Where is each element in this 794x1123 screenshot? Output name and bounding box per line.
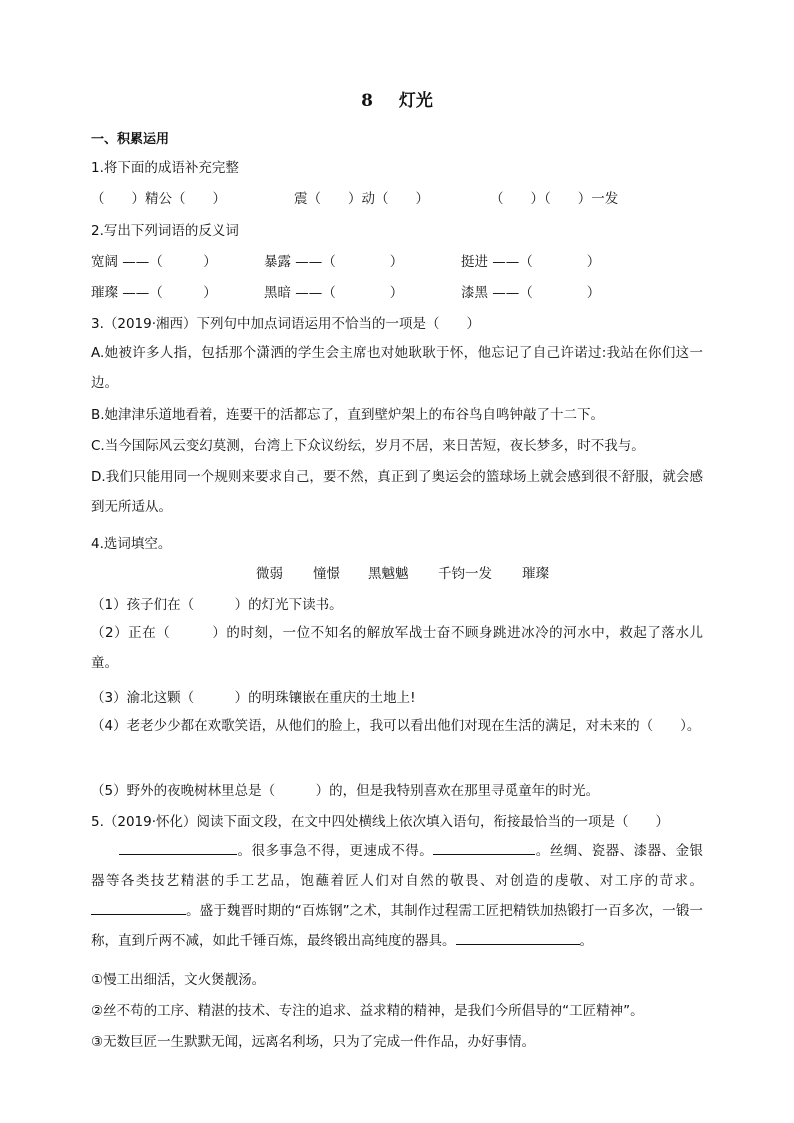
fill-blank-1[interactable]: [119, 840, 237, 855]
q2-item: 黑暗 ——（ ）: [264, 285, 404, 301]
q1-idiom-3: （ ）（ ）一发: [490, 191, 619, 207]
word-bank-item: 憧憬: [313, 566, 340, 582]
q4-sentence-5: （5）野外的夜晚树林里总是（ ）的，但是我特别喜欢在那里寻觅童年的时光。: [91, 783, 600, 799]
q4-sentence-1: （1）孩子们在（ ）的灯光下读书。: [91, 597, 343, 613]
word-bank-item: 千钧一发: [438, 566, 492, 582]
q4-prompt: 4.选词填空。: [91, 536, 172, 552]
word-bank-item: 微弱: [256, 566, 283, 582]
fill-blank-2[interactable]: [433, 840, 535, 855]
q2-item: 挺进 ——（ ）: [461, 254, 601, 270]
q3-option-a: A.她被许多人指，包括那个潇洒的学生会主席也对她耿耿于怀，他忘记了自己许诺过:我站在你们这一边。: [91, 345, 703, 391]
q3-option-c: C.当今国际风云变幻莫测，台湾上下众议纷纭，岁月不居，来日苦短，夜长梦多，时不我与。: [91, 438, 645, 454]
q4-sentence-2: （2）正在（ ）的时刻，一位不知名的解放军战士奋不顾身跳进冰冷的河水中，救起了落水儿童。: [91, 625, 703, 671]
q5-option-1: ①慢工出细活，文火煲靓汤。: [91, 972, 266, 988]
lesson-number: 8: [361, 91, 373, 111]
q1-idiom-1: （ ）精公（ ）: [91, 191, 226, 207]
q5-prompt: 5.（2019·怀化）阅读下面文段，在文中四处横线上依次填入语句，衔接最恰当的一项是（ ）: [91, 814, 670, 830]
q2-item: 宽阔 ——（ ）: [91, 254, 217, 270]
q5-passage: 。很多事急不得，更速成不得。 。丝绸、瓷器、漆器、金银器等各类技艺精湛的手工艺品，饱蘸着匠人们对自然的敬畏、对创造的虔敬、对工序的苛求。。盛于魏晋时期的“百炼钢”之术，其制作过程需工匠把精铁加热锻打一百多次，一锻一称，直到斤两不减，如此千锤百炼，最终锻出高纯度的器具。 。: [91, 836, 703, 956]
q3-option-b: B.她津津乐道地看着，连要干的活都忘了，直到壁炉架上的布谷鸟自鸣钟敲了十二下。: [91, 407, 605, 423]
page-title: [0, 86, 794, 111]
q2-item: 璀璨 ——（ ）: [91, 285, 217, 301]
lesson-title: 灯光: [398, 91, 433, 111]
section-heading: 一、积累运用: [91, 132, 170, 147]
q2-prompt: 2.写出下列词语的反义词: [91, 223, 239, 239]
fill-blank-3[interactable]: [91, 900, 186, 915]
q5-option-2: ②丝不苟的工序、精湛的技术、专注的追求、益求精的精神，是我们今所倡导的“工匠精神”。: [91, 1003, 644, 1019]
word-bank-item: 璀璨: [522, 566, 549, 582]
q2-item: 漆黑 ——（ ）: [461, 285, 601, 301]
q4-sentence-3: （3）渝北这颗（ ）的明珠镶嵌在重庆的土地上!: [91, 690, 416, 706]
q1-prompt: 1.将下面的成语补充完整: [91, 160, 239, 176]
q2-item: 暴露 ——（ ）: [264, 254, 404, 270]
q5-option-3: ③无数巨匠一生默默无闻，远离名利场，只为了完成一件作品，办好事情。: [91, 1034, 536, 1050]
word-bank-item: 黑魆魆: [368, 566, 409, 582]
fill-blank-4[interactable]: [456, 930, 580, 945]
q3-prompt: 3.（2019·湘西）下列句中加点词语运用不恰当的一项是（ ）: [91, 316, 481, 332]
q1-idiom-2: 震（ ）动（ ）: [294, 191, 429, 207]
q4-sentence-4: （4）老老少少都在欢歌笑语，从他们的脸上，我可以看出他们对现在生活的满足，对未来的（ ）。: [91, 718, 701, 734]
q3-option-d: D.我们只能用同一个规则来要求自己，要不然，真正到了奥运会的篮球场上就会感到很不舒服，就会感到无所适从。: [91, 469, 703, 515]
